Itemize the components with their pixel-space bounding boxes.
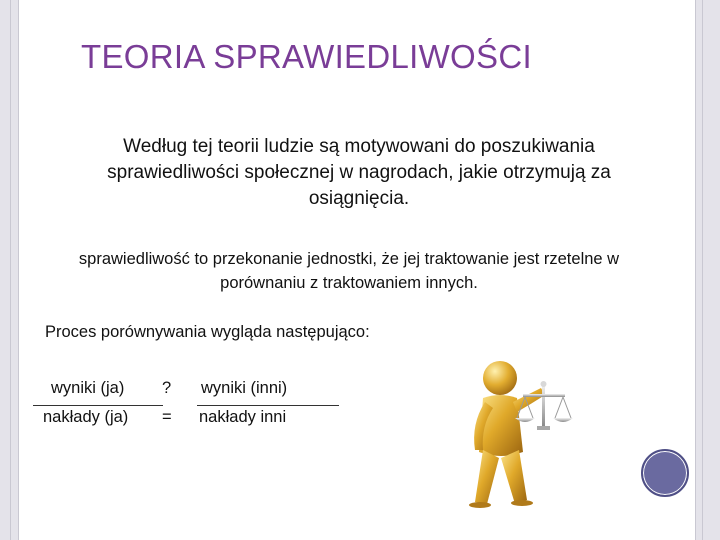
left-margin-line (10, 0, 11, 540)
question-mark: ? (162, 379, 172, 397)
equals-sign: = (162, 408, 172, 426)
paragraph-definition: sprawiedliwość to przekonanie jednostki, że jej traktowanie jest rzetelne w porównaniu z traktowaniem innych. (78, 250, 620, 292)
paragraph-motivation: Według tej teorii ludzie są motywowani do poszukiwania sprawiedliwości społecznej w nagrodach, jakie otrzymują za osiągnięcia. (107, 136, 611, 209)
fraction-bar-right (197, 405, 339, 406)
gold-figure-with-scales-icon (405, 354, 615, 512)
decorative-circle-icon (641, 449, 689, 497)
left-denominator: nakłady (ja) (43, 408, 129, 426)
right-numerator: wyniki (inni) (201, 379, 288, 397)
slide-title: TEORIA SPRAWIEDLIWOŚCI (81, 38, 532, 75)
justice-scales-figure (405, 354, 615, 512)
fraction-bar-left (33, 405, 163, 406)
paragraph-comparison: Proces porównywania wygląda następująco: (45, 323, 370, 341)
left-numerator: wyniki (ja) (51, 379, 125, 397)
right-denominator: nakłady inni (199, 408, 287, 426)
right-margin-line (702, 0, 703, 540)
slide (18, 0, 696, 540)
